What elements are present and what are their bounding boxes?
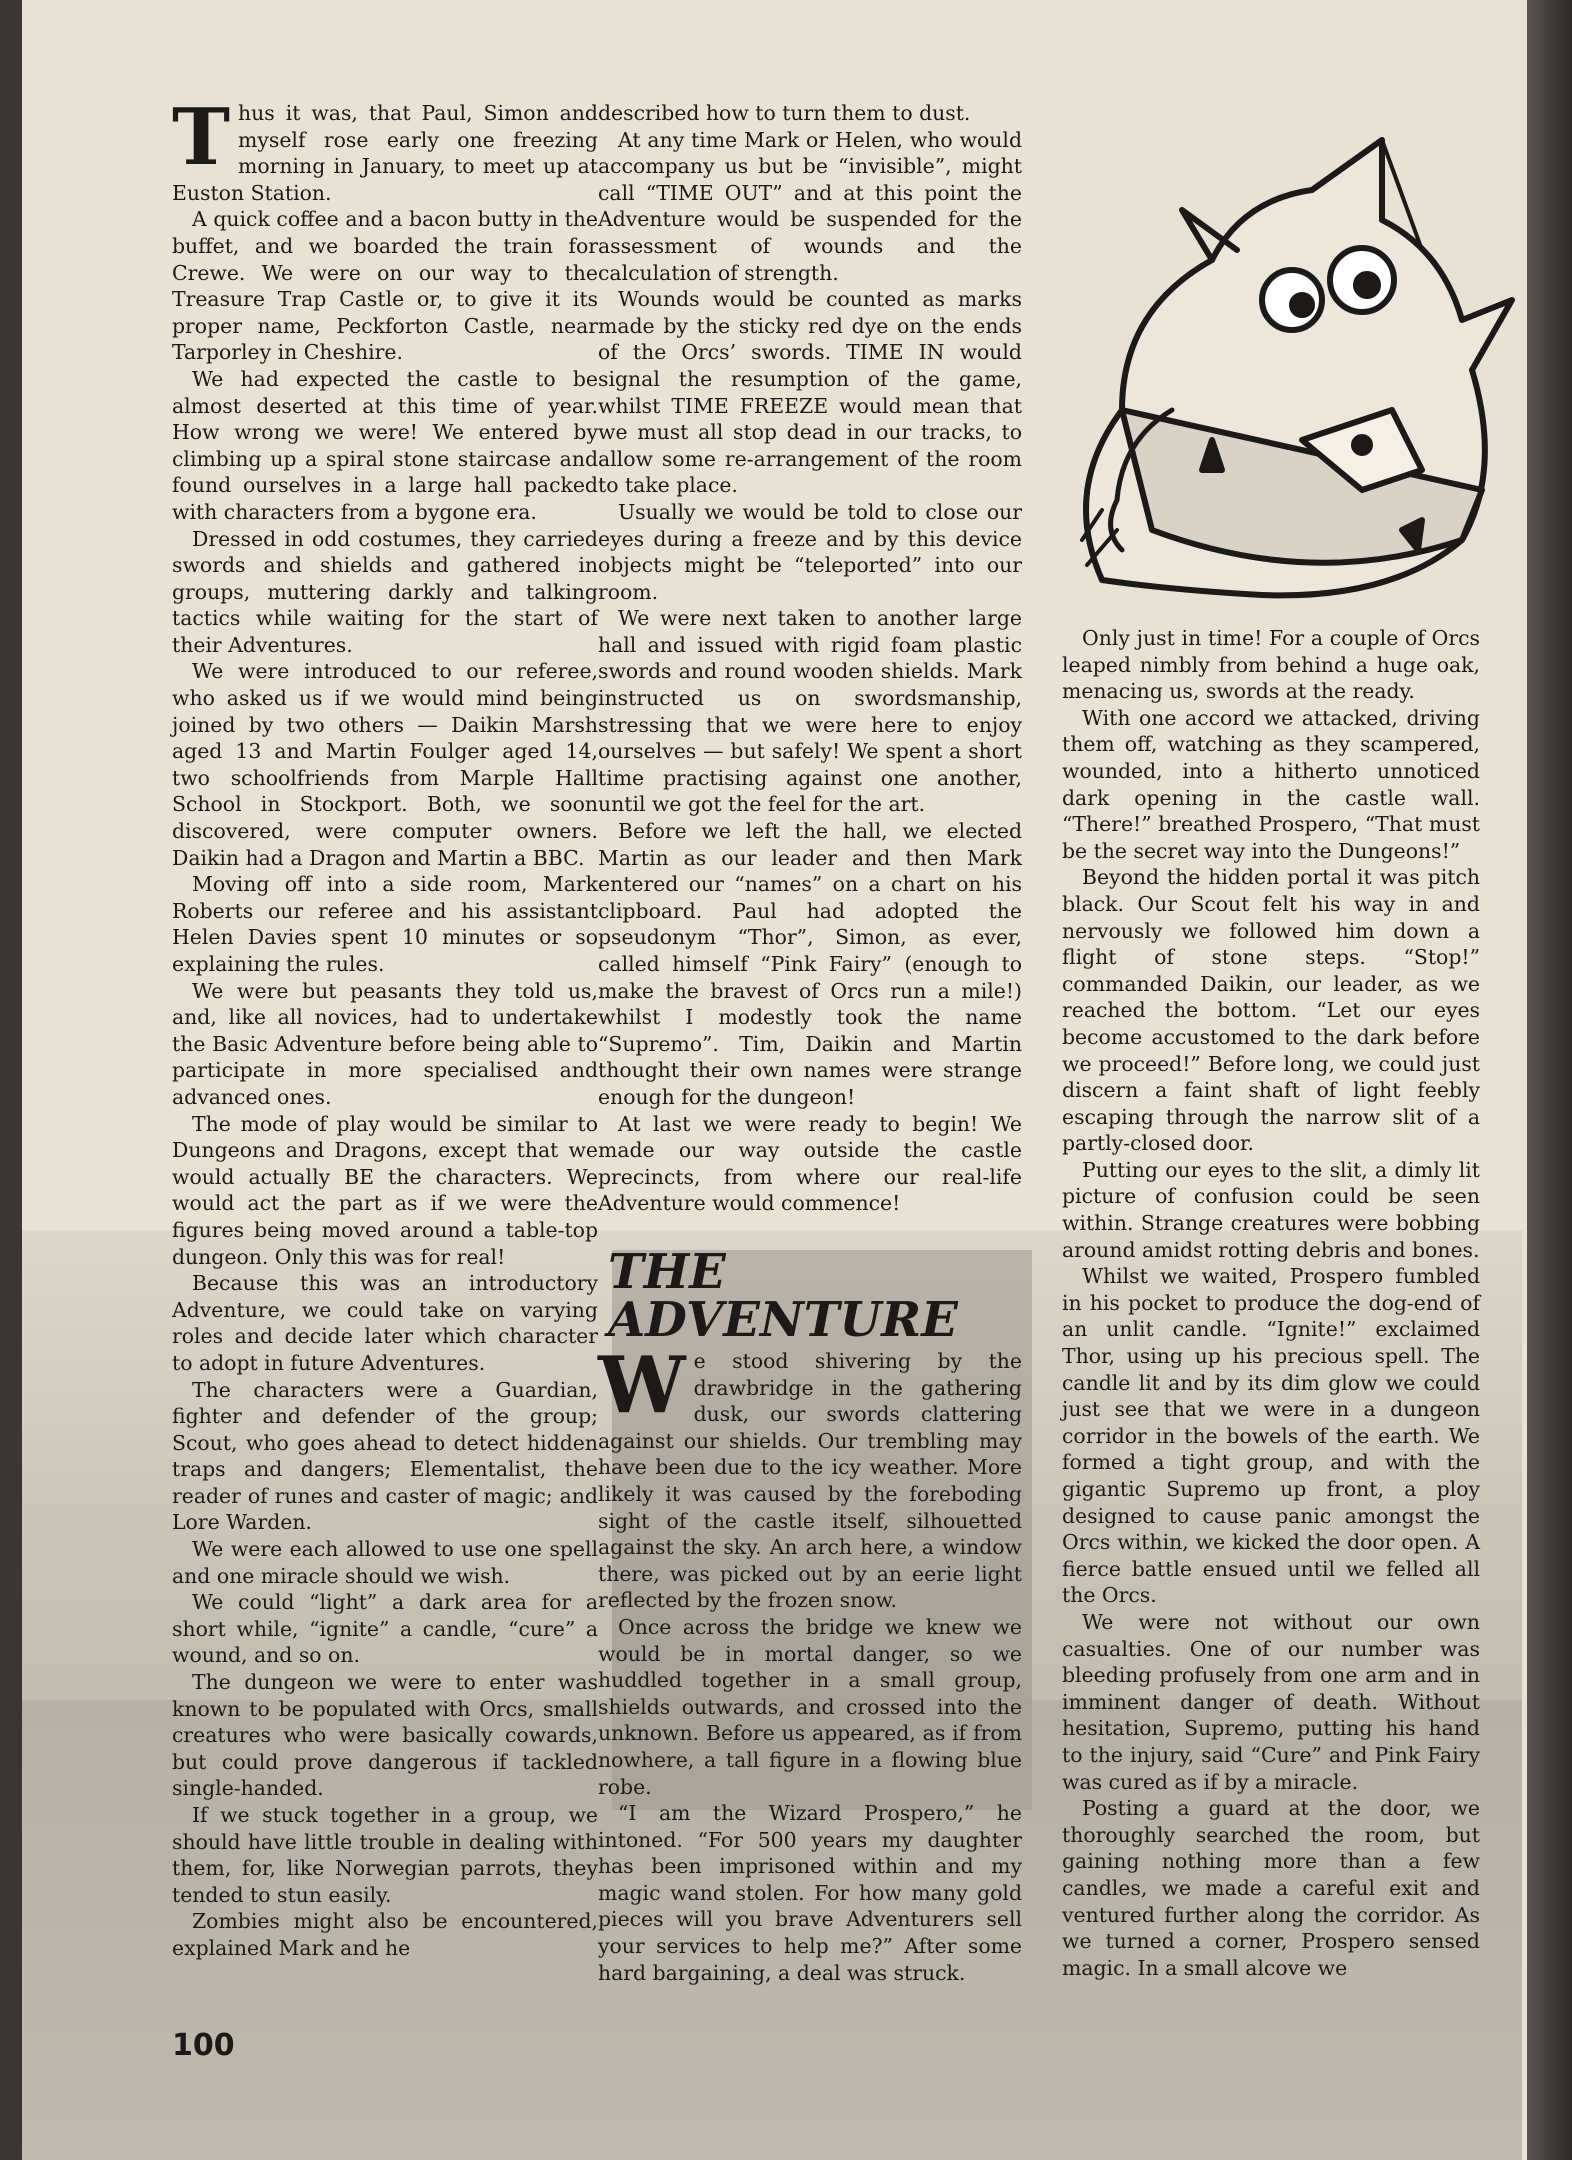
paragraph: Because this was an introductory Adventure, we could take on varying roles and decide later which character to adopt in future Adventures.: [172, 1271, 598, 1375]
paragraph: At any time Mark or Helen, who would accompany us but be “invisible”, might call “TIME OUT” and at this point the Adventure would be suspended for the assessment of wounds and the calculation of strength.: [598, 127, 1022, 285]
paragraph: Once across the bridge we knew we would be in mortal danger, so we huddled together in a small group, shields outwards, and crossed into the unknown. Before us appeared, as if from nowhere, a tall figure in a flowing blue robe.: [598, 1614, 1022, 1799]
article-column-1: [172, 92, 598, 1962]
paragraph: If we stuck together in a group, we should have little trouble in dealing with them, for, like Norwegian parrots, they tended to stun easily.: [172, 1803, 598, 1907]
section-heading: THE ADVENTURE: [608, 1244, 958, 1348]
paragraph: At last we were ready to begin! We made our way outside the castle precincts, from where our real-life Adventure would commence!: [598, 1111, 1022, 1216]
paragraph: The dungeon we were to enter was known to be populated with Orcs, small creatures who were basically cowards, but could prove dangerous if tackled single-handed.: [172, 1670, 598, 1801]
paragraph: We could “light” a dark area for a short while, “ignite” a candle, “cure” a wound, and so on.: [172, 1590, 598, 1668]
paragraph: We were but peasants they told us, and, like all novices, had to undertake the Basic Adventure before being able to participate in more specialised and advanced ones.: [172, 978, 598, 1109]
paragraph: Moving off into a side room, Mark Roberts our referee and his assistant Helen Davies spent 10 minutes or so explaining the rules.: [172, 872, 598, 976]
paragraph: With one accord we attacked, driving them off, watching as they scampered, wounded, into a hitherto unnoticed dark opening in the castle wall. “There!” breathed Prospero, “That must be the secret way into the Dungeons!”: [1062, 705, 1480, 863]
magazine-page: [22, 0, 1527, 2160]
paragraph: Dressed in odd costumes, they carried swords and shields and gathered in groups, muttering darkly and talking tactics while waiting for the start of their Adventures.: [172, 526, 598, 657]
paragraph: The characters were a Guardian, fighter and defender of the group; Scout, who goes ahead to detect hidden traps and dangers; Elementalist, the reader of runes and caster of magic; and Lore Warden.: [172, 1377, 598, 1535]
paragraph: Posting a guard at the door, we thoroughly searched the room, but gaining nothing more than a few candles, we made a careful exit and ventured further along the corridor. As we turned a corner, Prospero sensed magic. In a small alcove we: [1062, 1796, 1480, 1980]
paragraph: We had expected the castle to be almost deserted at this time of year. How wrong we were! We entered by climbing up a spiral stone staircase and found ourselves in a large hall packed with characters from a bygone era.: [172, 366, 598, 524]
paragraph: We were next taken to another large hall and issued with rigid foam plastic swords and round wooden shields. Mark instructed us on swordsmanship, stressing that we were here to enjoy ourselves — but safely! We spent a short time practising against one another, until we got the feel for the art.: [598, 606, 1022, 817]
binding-spine: [1527, 0, 1572, 2160]
paragraph: The mode of play would be similar to Dungeons and Dragons, except that we would actually BE the characters. We would act the part as if we were the figures being moved around a table-top dungeon. Only this was for real!: [172, 1111, 598, 1269]
paragraph: Whilst we waited, Prospero fumbled in his pocket to produce the dog-end of an unlit candle. “Ignite!” exclaimed Thor, using up his precious spell. The candle lit and by its dim glow we could just see that we were in a dungeon corridor in the bowels of the earth. We formed a tight group, and with the gigantic Supremo up front, a ploy designed to cause panic amongst the Orcs within, we kicked the door open. A fierce battle ensued until we felled all the Orcs.: [1062, 1264, 1480, 1608]
paragraph-1: Thus it was, that Paul, Simon and myself rose early one freezing morning in January, to meet up at Euston Station.: [172, 92, 598, 205]
paragraph: We were introduced to our referee, who asked us if we would mind being joined by two others — Daikin Marsh aged 13 and Martin Foulger aged 14, two schoolfriends from Marple Hall School in Stockport. Both, we soon discovered, were computer owners. Daikin had a Dragon and Martin a BBC.: [172, 659, 598, 870]
drop-cap: T: [172, 92, 231, 183]
article-column-2-continued: [598, 1340, 1022, 1986]
article-column-3: [1062, 625, 1480, 1981]
paragraph: A quick coffee and a bacon butty in the buffet, and we boarded the train for Crewe. We were on our way to the Treasure Trap Castle or, to give it its proper name, Peckforton Castle, near Tarporley in Cheshire.: [172, 207, 598, 365]
paragraph: We were not without our own casualties. One of our number was bleeding profusely from one arm and in imminent danger of death. Without hesitation, Supremo, putting his hand to the injury, said “Cure” and Pink Fairy was cured as if by a miracle.: [1062, 1609, 1480, 1794]
paragraph: We stood shivering by the drawbridge in the gathering dusk, our swords clattering against our shields. Our trembling may have been due to the icy weather. More likely it was caused by the foreboding sight of the castle itself, silhouetted against the sky. An arch here, a window there, was picked out by an eerie light reflected by the frozen snow.: [598, 1340, 1022, 1613]
paragraph: Putting our eyes to the slit, a dimly lit picture of confusion could be seen within. Strange creatures were bobbing around amidst rotting debris and bones.: [1062, 1157, 1480, 1262]
paragraph: Beyond the hidden portal it was pitch black. Our Scout felt his way in and nervously we followed him down a flight of stone steps. “Stop!” commanded Daikin, our leader, as we reached the bottom. “Let our eyes become accustomed to the dark before we proceed!” Before long, we could just discern a faint shaft of light feebly escaping through the narrow slit of a partly-closed door.: [1062, 865, 1480, 1156]
page-number: 100: [172, 2028, 235, 2063]
paragraph: Usually we would be told to close our eyes during a freeze and by this device objects might be “teleported” into our room.: [598, 499, 1022, 604]
paragraph: described how to turn them to dust.: [598, 101, 971, 125]
drop-cap: W: [598, 1340, 686, 1431]
paragraph: “I am the Wizard Prospero,” he intoned. “For 500 years my daughter has been imprisoned within and my magic wand stolen. For how many gold pieces will you brave Adventurers sell your services to help me?” After some hard bargaining, a deal was struck.: [598, 1801, 1022, 1985]
paragraph: Zombies might also be encountered, explained Mark and he: [172, 1909, 598, 1960]
paragraph: Before we left the hall, we elected Martin as our leader and then Mark entered our “names” on a chart on his clipboard. Paul had adopted the pseudonym “Thor”, Simon, as ever, called himself “Pink Fairy” (enough to make the bravest of Orcs run a mile!) whilst I modestly took the name “Supremo”. Tim, Daikin and Martin thought their own names were strange enough for the dungeon!: [598, 819, 1022, 1109]
paragraph: Wounds would be counted as marks made by the sticky red dye on the ends of the Orcs’ swords. TIME IN would signal the resumption of the game, whilst TIME FREEZE would mean that we must all stop dead in our tracks, to allow some re-arrangement of the room to take place.: [598, 287, 1022, 498]
paragraph: Only just in time! For a couple of Orcs leaped nimbly from behind a huge oak, menacing us, swords at the ready.: [1062, 626, 1480, 704]
orc-creature-drawing: [1062, 110, 1522, 600]
article-column-2: [598, 100, 1022, 1217]
paragraph: We were each allowed to use one spell and one miracle should we wish.: [172, 1537, 598, 1588]
